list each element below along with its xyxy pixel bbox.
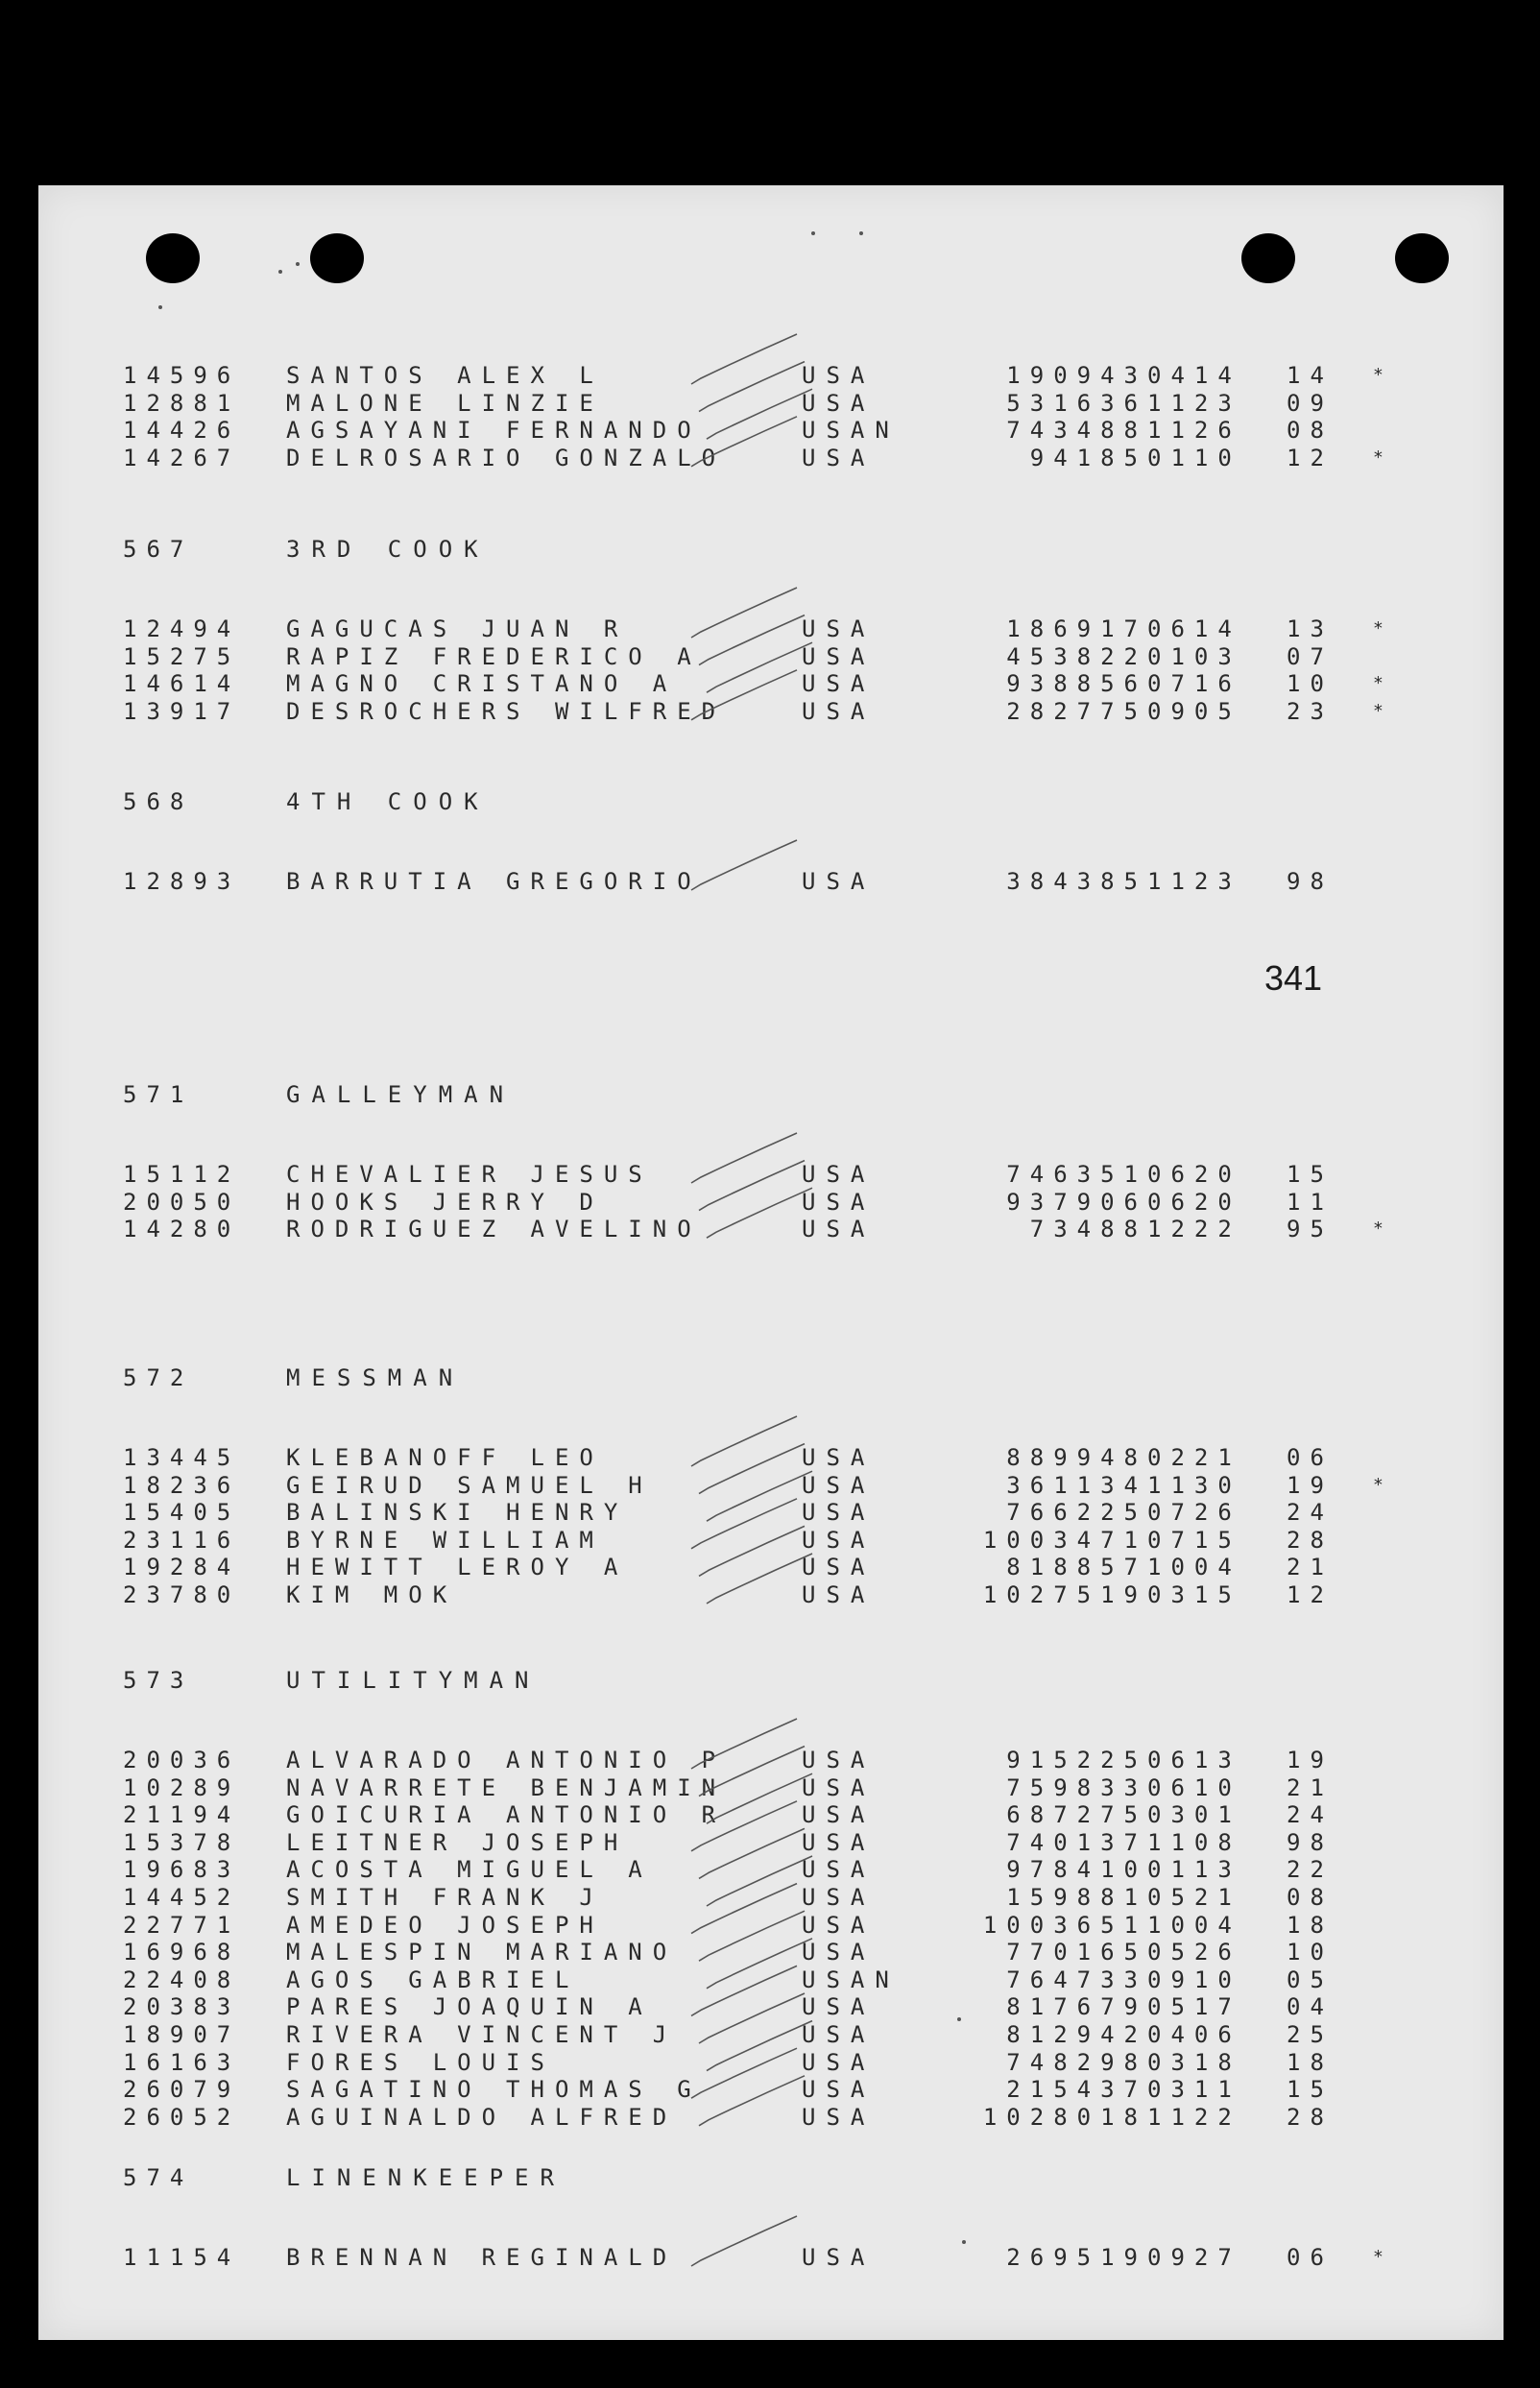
year-code: 98 — [1287, 1828, 1334, 1856]
citizenship: USA — [802, 697, 876, 725]
date-code: 0103 — [1147, 642, 1241, 670]
year-code: 95 — [1287, 1216, 1334, 1243]
asterisk-flag: * — [1373, 446, 1384, 468]
document-number: 1028018 — [982, 2103, 1147, 2131]
crew-name: DELROSARIO GONZALO — [286, 444, 727, 471]
crew-name: MALONE LINZIE — [286, 389, 604, 417]
document-number: 361134 — [1006, 1471, 1147, 1499]
crew-id: 12881 — [123, 389, 241, 417]
section-title: MESSMAN — [286, 1364, 465, 1391]
crew-id: 21194 — [123, 1801, 241, 1829]
year-code: 11 — [1287, 1188, 1334, 1216]
crew-name: RAPIZ FREDERICO A — [286, 642, 702, 670]
year-code: 22 — [1287, 1856, 1334, 1884]
checkmark — [691, 1966, 797, 2015]
year-code: 12 — [1287, 1581, 1334, 1608]
document-number: 384385 — [1006, 868, 1147, 895]
citizenship: USAN — [802, 417, 900, 445]
crew-id: 20050 — [123, 1188, 241, 1216]
document-number: 818857 — [1006, 1554, 1147, 1581]
crew-name: ACOSTA MIGUEL A — [286, 1856, 653, 1884]
year-code: 15 — [1287, 2076, 1334, 2104]
crew-id: 13445 — [123, 1444, 241, 1471]
crew-id: 22408 — [123, 1966, 241, 1993]
document-number: 215437 — [1006, 2076, 1147, 2104]
citizenship: USA — [802, 2244, 876, 2271]
year-code: 15 — [1287, 1161, 1334, 1188]
crew-id: 15275 — [123, 642, 241, 670]
checkmark — [699, 1911, 805, 1961]
year-code: 18 — [1287, 2048, 1334, 2076]
checkmark — [707, 1188, 812, 1238]
document-number: 687275 — [1006, 1801, 1147, 1829]
crew-name: PARES JOAQUIN A — [286, 1993, 653, 2021]
crew-name: BALINSKI HENRY — [286, 1499, 629, 1527]
checkmark — [707, 1939, 812, 1989]
year-code: 19 — [1287, 1471, 1334, 1499]
date-code: 1122 — [1147, 2103, 1241, 2131]
crew-name: BRENNAN REGINALD — [286, 2244, 678, 2271]
crew-id: 19284 — [123, 1554, 241, 1581]
citizenship: USA — [802, 615, 876, 642]
crew-name: MAGNO CRISTANO A — [286, 670, 678, 698]
document-number: 759833 — [1006, 1773, 1147, 1801]
year-code: 10 — [1287, 1939, 1334, 1966]
document-number: 743488 — [1006, 417, 1147, 445]
crew-id: 14452 — [123, 1884, 241, 1911]
citizenship: USA — [802, 389, 876, 417]
citizenship: USA — [802, 2048, 876, 2076]
date-code: 0311 — [1147, 2076, 1241, 2104]
crew-id: 23116 — [123, 1526, 241, 1554]
citizenship: USA — [802, 1216, 876, 1243]
citizenship: USA — [802, 444, 876, 471]
asterisk-flag: * — [1373, 618, 1384, 639]
date-code: 0613 — [1147, 1747, 1241, 1773]
year-code: 23 — [1287, 697, 1334, 725]
year-code: 24 — [1287, 1801, 1334, 1829]
crew-name: LEITNER JOSEPH — [286, 1828, 629, 1856]
citizenship: USA — [802, 362, 876, 389]
section-code: 567 — [123, 536, 194, 563]
year-code: 08 — [1287, 417, 1334, 445]
document-number: 764733 — [1006, 1966, 1147, 1993]
year-code: 28 — [1287, 2103, 1334, 2131]
punch-hole — [146, 233, 200, 283]
crew-name: AMEDEO JOSEPH — [286, 1911, 604, 1939]
asterisk-flag: * — [1373, 365, 1384, 385]
crew-id: 20383 — [123, 1993, 241, 2021]
checkmark — [707, 642, 812, 692]
crew-id: 26079 — [123, 2076, 241, 2104]
crew-name: AGSAYANI FERNANDO — [286, 417, 702, 445]
document-number: 766225 — [1006, 1499, 1147, 1527]
date-code: 0517 — [1147, 1993, 1241, 2021]
date-code: 1108 — [1147, 1828, 1241, 1856]
year-code: 18 — [1287, 1911, 1334, 1939]
citizenship: USA — [802, 1911, 876, 1939]
date-code: 0726 — [1147, 1499, 1241, 1527]
document-number: 937906 — [1006, 1188, 1147, 1216]
citizenship: USA — [802, 1581, 876, 1608]
document-number: 1027519 — [982, 1581, 1147, 1608]
asterisk-flag: * — [1373, 700, 1384, 721]
asterisk-flag: * — [1373, 1474, 1384, 1495]
document-number: 889948 — [1006, 1444, 1147, 1471]
document-number: 817679 — [1006, 1993, 1147, 2021]
crew-name: SANTOS ALEX L — [286, 362, 604, 389]
crew-name: SMITH FRANK J — [286, 1884, 604, 1911]
crew-id: 12494 — [123, 615, 241, 642]
date-code: 0610 — [1147, 1773, 1241, 1801]
date-code: 1004 — [1147, 1911, 1241, 1939]
document-number: 770165 — [1006, 1939, 1147, 1966]
year-code: 12 — [1287, 444, 1334, 471]
citizenship: USA — [802, 1801, 876, 1829]
checkmark — [707, 1856, 812, 1906]
section-title: 3RD COOK — [286, 536, 490, 563]
crew-id: 23780 — [123, 1581, 241, 1608]
date-code: 1130 — [1147, 1471, 1241, 1499]
crew-id: 16163 — [123, 2048, 241, 2076]
crew-id: 18236 — [123, 1471, 241, 1499]
crew-name: FORES LOUIS — [286, 2048, 555, 2076]
year-code: 13 — [1287, 615, 1334, 642]
document-number: 159881 — [1006, 1884, 1147, 1911]
citizenship: USAN — [802, 1966, 900, 1993]
date-code: 0716 — [1147, 670, 1241, 698]
crew-id: 15112 — [123, 1161, 241, 1188]
document-page — [38, 185, 1504, 2340]
citizenship: USA — [802, 1554, 876, 1581]
checkmark — [691, 588, 797, 638]
crew-name: RODRIGUEZ AVELINO — [286, 1216, 702, 1243]
section-code: 568 — [123, 788, 194, 815]
checkmark — [691, 334, 797, 384]
date-code: 0221 — [1147, 1444, 1241, 1471]
citizenship: USA — [802, 1499, 876, 1527]
asterisk-flag: * — [1373, 1218, 1384, 1240]
document-number: 531636 — [1006, 389, 1147, 417]
section-code: 574 — [123, 2164, 194, 2191]
year-code: 19 — [1287, 1747, 1334, 1773]
citizenship: USA — [802, 670, 876, 698]
crew-id: 14614 — [123, 670, 241, 698]
date-code: 0315 — [1147, 1581, 1241, 1608]
checkmark — [691, 2216, 797, 2266]
handwritten-checkmarks — [38, 185, 1504, 2340]
document-number: 1003471 — [982, 1526, 1147, 1554]
year-code: 21 — [1287, 1773, 1334, 1801]
crew-name: BYRNE WILLIAM — [286, 1526, 604, 1554]
date-code: 0620 — [1147, 1161, 1241, 1188]
crew-name: GEIRUD SAMUEL H — [286, 1471, 653, 1499]
crew-id: 11154 — [123, 2244, 241, 2271]
checkmark — [699, 1444, 805, 1494]
year-code: 05 — [1287, 1966, 1334, 1993]
date-code: 0521 — [1147, 1884, 1241, 1911]
checkmark — [691, 1884, 797, 1934]
crew-name: NAVARRETE BENJAMIN — [286, 1773, 727, 1801]
document-number: 740137 — [1006, 1828, 1147, 1856]
citizenship: USA — [802, 642, 876, 670]
citizenship: USA — [802, 868, 876, 895]
document-number: 938856 — [1006, 670, 1147, 698]
crew-name: GAGUCAS JUAN R — [286, 615, 629, 642]
checkmark — [707, 1471, 812, 1521]
checkmark — [699, 1161, 805, 1211]
crew-id: 15378 — [123, 1828, 241, 1856]
date-code: 0113 — [1147, 1856, 1241, 1884]
crew-id: 14280 — [123, 1216, 241, 1243]
citizenship: USA — [802, 2076, 876, 2104]
citizenship: USA — [802, 1161, 876, 1188]
section-code: 571 — [123, 1081, 194, 1108]
citizenship: USA — [802, 1773, 876, 1801]
crew-id: 16968 — [123, 1939, 241, 1966]
section-title: UTILITYMAN — [286, 1667, 541, 1694]
crew-name: MALESPIN MARIANO — [286, 1939, 678, 1966]
document-number: 915225 — [1006, 1747, 1147, 1773]
checkmark — [699, 615, 805, 665]
crew-name: AGUINALDO ALFRED — [286, 2103, 678, 2131]
crew-name: HEWITT LEROY A — [286, 1554, 629, 1581]
crew-id: 19683 — [123, 1856, 241, 1884]
section-code: 573 — [123, 1667, 194, 1694]
year-code: 21 — [1287, 1554, 1334, 1581]
checkmark — [707, 389, 812, 439]
checkmark — [691, 1416, 797, 1466]
crew-name: HOOKS JERRY D — [286, 1188, 604, 1216]
document-number: 282775 — [1006, 697, 1147, 725]
citizenship: USA — [802, 1856, 876, 1884]
page-number: 341 — [1264, 958, 1323, 998]
crew-id: 12893 — [123, 868, 241, 895]
crew-id: 15405 — [123, 1499, 241, 1527]
crew-id: 22771 — [123, 1911, 241, 1939]
document-number: 190943 — [1006, 362, 1147, 389]
year-code: 06 — [1287, 1444, 1334, 1471]
date-code: 1222 — [1147, 1216, 1241, 1243]
checkmark — [699, 1828, 805, 1878]
crew-name: DESROCHERS WILFRED — [286, 697, 727, 725]
asterisk-flag: * — [1373, 673, 1384, 694]
punch-hole — [310, 233, 364, 283]
date-code: 0110 — [1147, 444, 1241, 471]
checkmark — [699, 1993, 805, 2043]
year-code: 98 — [1287, 868, 1334, 895]
checkmark — [707, 1554, 812, 1604]
citizenship: USA — [802, 2103, 876, 2131]
crew-id: 14267 — [123, 444, 241, 471]
citizenship: USA — [802, 1471, 876, 1499]
date-code: 1004 — [1147, 1554, 1241, 1581]
date-code: 0715 — [1147, 1526, 1241, 1554]
date-code: 0414 — [1147, 362, 1241, 389]
document-number: 94185 — [1029, 444, 1147, 471]
crew-name: AGOS GABRIEL — [286, 1966, 580, 1993]
date-code: 0905 — [1147, 697, 1241, 725]
punch-hole — [1395, 233, 1449, 283]
section-title: LINENKEEPER — [286, 2164, 565, 2191]
section-title: 4TH COOK — [286, 788, 490, 815]
date-code: 0301 — [1147, 1801, 1241, 1829]
date-code: 0526 — [1147, 1939, 1241, 1966]
crew-name: KLEBANOFF LEO — [286, 1444, 604, 1471]
document-number: 186917 — [1006, 615, 1147, 642]
asterisk-flag: * — [1373, 2247, 1384, 2267]
crew-id: 13917 — [123, 697, 241, 725]
citizenship: USA — [802, 1444, 876, 1471]
checkmark — [691, 840, 797, 890]
checkmark — [707, 2021, 812, 2071]
citizenship: USA — [802, 1526, 876, 1554]
crew-id: 20036 — [123, 1747, 241, 1773]
section-title: GALLEYMAN — [286, 1081, 516, 1108]
crew-id: 10289 — [123, 1773, 241, 1801]
crew-name: CHEVALIER JESUS — [286, 1161, 653, 1188]
checkmark — [691, 1499, 797, 1549]
year-code: 06 — [1287, 2244, 1334, 2271]
year-code: 09 — [1287, 389, 1334, 417]
year-code: 07 — [1287, 642, 1334, 670]
checkmark — [691, 2048, 797, 2098]
document-number: 748298 — [1006, 2048, 1147, 2076]
checkmark — [699, 2076, 805, 2126]
crew-id: 26052 — [123, 2103, 241, 2131]
section-code: 572 — [123, 1364, 194, 1391]
citizenship: USA — [802, 2021, 876, 2048]
crew-id: 18907 — [123, 2021, 241, 2048]
date-code: 0406 — [1147, 2021, 1241, 2048]
document-number: 978410 — [1006, 1856, 1147, 1884]
punch-hole — [1241, 233, 1295, 283]
document-number: 269519 — [1006, 2244, 1147, 2271]
year-code: 10 — [1287, 670, 1334, 698]
date-code: 0318 — [1147, 2048, 1241, 2076]
crew-name: KIM MOK — [286, 1581, 458, 1608]
year-code: 24 — [1287, 1499, 1334, 1527]
year-code: 04 — [1287, 1993, 1334, 2021]
citizenship: USA — [802, 1993, 876, 2021]
crew-name: RIVERA VINCENT J — [286, 2021, 678, 2048]
date-code: 0614 — [1147, 615, 1241, 642]
year-code: 14 — [1287, 362, 1334, 389]
document-number: 73488 — [1029, 1216, 1147, 1243]
date-code: 0927 — [1147, 2244, 1241, 2271]
document-number: 746351 — [1006, 1161, 1147, 1188]
crew-name: ALVARADO ANTONIO P — [286, 1747, 727, 1773]
crew-name: SAGATINO THOMAS G — [286, 2076, 702, 2104]
citizenship: USA — [802, 1747, 876, 1773]
crew-name: GOICURIA ANTONIO R — [286, 1801, 727, 1829]
document-number: 812942 — [1006, 2021, 1147, 2048]
checkmark — [699, 362, 805, 412]
date-code: 1126 — [1147, 417, 1241, 445]
year-code: 08 — [1287, 1884, 1334, 1911]
document-number: 453822 — [1006, 642, 1147, 670]
citizenship: USA — [802, 1188, 876, 1216]
crew-id: 14596 — [123, 362, 241, 389]
date-code: 1123 — [1147, 868, 1241, 895]
checkmark — [699, 1526, 805, 1576]
document-number: 1003651 — [982, 1911, 1147, 1939]
citizenship: USA — [802, 1884, 876, 1911]
year-code: 25 — [1287, 2021, 1334, 2048]
citizenship: USA — [802, 1828, 876, 1856]
year-code: 28 — [1287, 1526, 1334, 1554]
citizenship: USA — [802, 1939, 876, 1966]
date-code: 1123 — [1147, 389, 1241, 417]
crew-id: 14426 — [123, 417, 241, 445]
checkmark — [691, 1133, 797, 1183]
crew-name: BARRUTIA GREGORIO — [286, 868, 702, 895]
date-code: 0620 — [1147, 1188, 1241, 1216]
date-code: 0910 — [1147, 1966, 1241, 1993]
